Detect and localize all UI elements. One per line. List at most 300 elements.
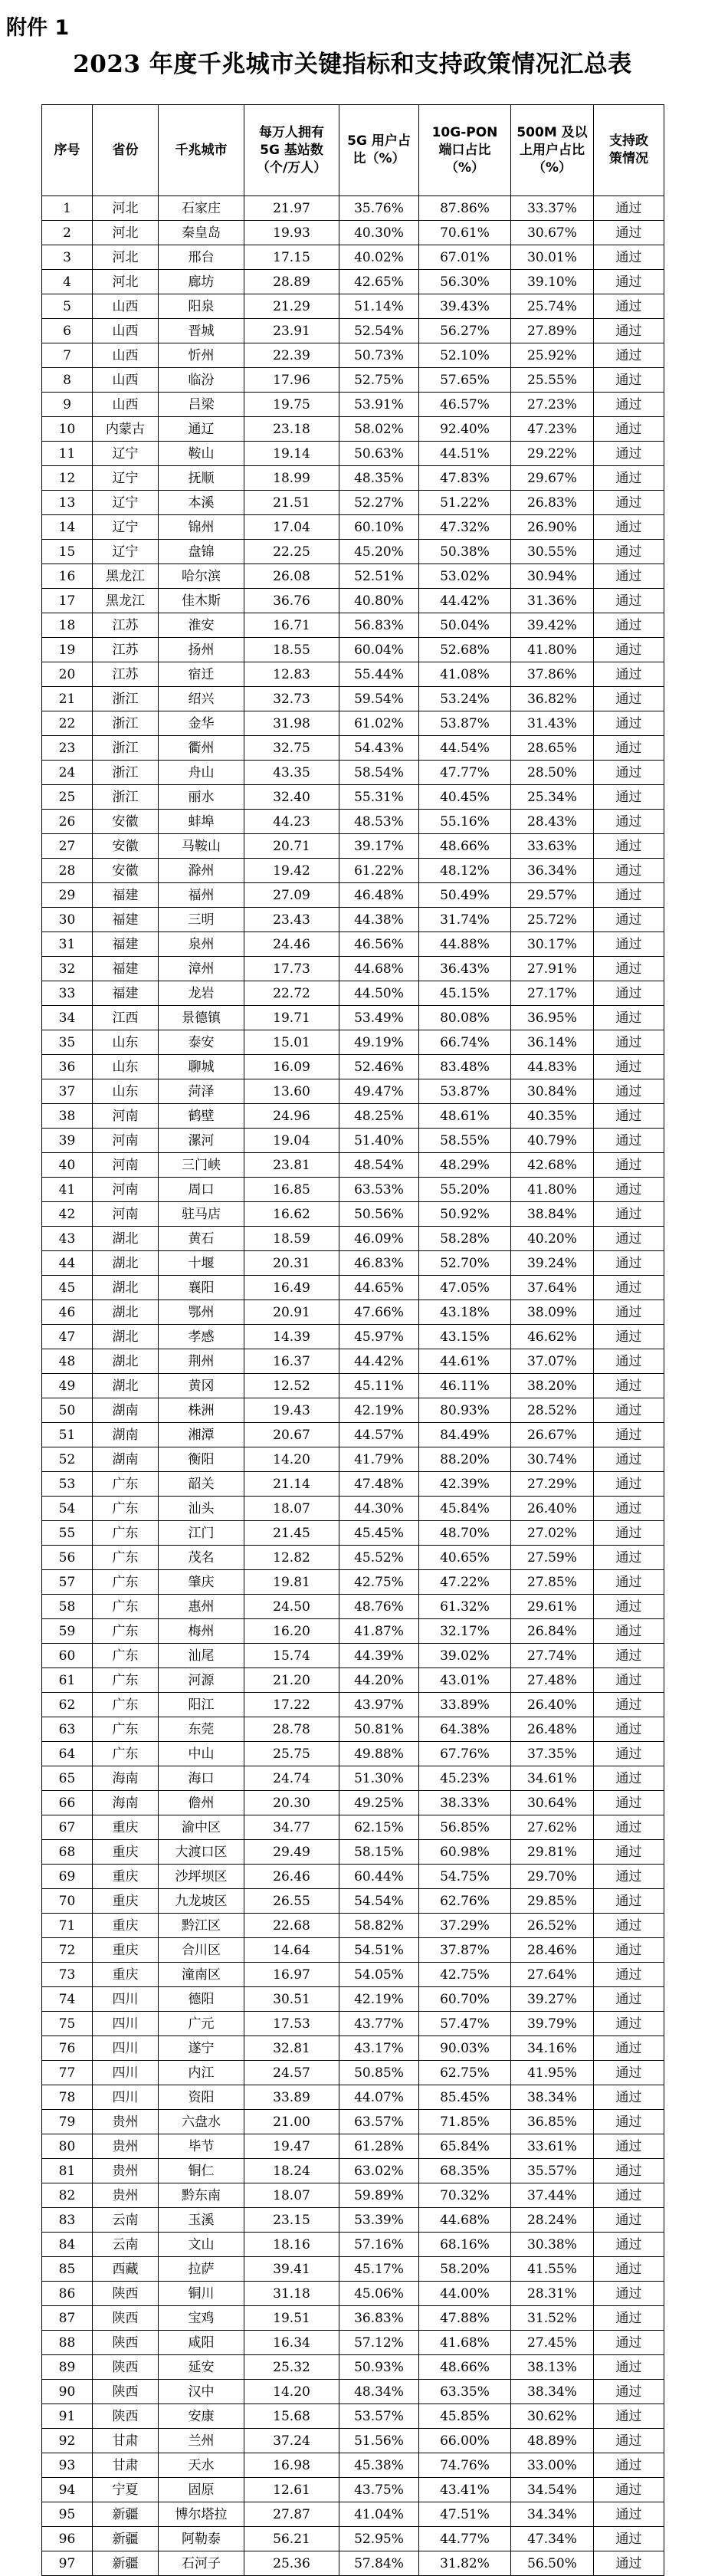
table-row <box>42 883 664 908</box>
cell-seq: 34 <box>42 1006 93 1030</box>
summary-table <box>41 104 664 2576</box>
cell-500m-user-share: 28.24% <box>511 2208 594 2233</box>
cell-500m-user-share: 47.23% <box>511 417 594 442</box>
cell-5g-user-share: 46.56% <box>339 932 419 957</box>
cell-policy: 通过 <box>594 491 664 515</box>
cell-5g-user-share: 53.91% <box>339 393 419 417</box>
cell-500m-user-share: 30.01% <box>511 245 594 270</box>
cell-policy: 通过 <box>594 2478 664 2502</box>
cell-province: 江苏 <box>93 613 159 638</box>
cell-10g-pon-share: 62.75% <box>419 2061 511 2085</box>
cell-city: 博尔塔拉 <box>159 2502 244 2527</box>
cell-5g-user-share: 43.75% <box>339 2478 419 2502</box>
table-row <box>42 2061 664 2085</box>
cell-seq: 73 <box>42 1963 93 1987</box>
cell-policy: 通过 <box>594 883 664 908</box>
cell-seq: 54 <box>42 1497 93 1521</box>
cell-province: 山东 <box>93 1055 159 1079</box>
table-row <box>42 1791 664 1815</box>
cell-city: 福州 <box>159 883 244 908</box>
cell-city: 遂宁 <box>159 2036 244 2061</box>
cell-10g-pon-share: 48.12% <box>419 859 511 883</box>
cell-500m-user-share: 40.35% <box>511 1104 594 1129</box>
cell-policy: 通过 <box>594 2453 664 2478</box>
cell-500m-user-share: 28.43% <box>511 810 594 834</box>
cell-500m-user-share: 36.82% <box>511 687 594 711</box>
table-row <box>42 1546 664 1570</box>
cell-500m-user-share: 27.48% <box>511 1668 594 1693</box>
cell-5g-user-share: 46.48% <box>339 883 419 908</box>
cell-5g-user-share: 62.15% <box>339 1815 419 1840</box>
table-row <box>42 540 664 564</box>
cell-policy: 通过 <box>594 711 664 736</box>
cell-5g-base-stations: 16.09 <box>244 1055 339 1079</box>
cell-5g-base-stations: 16.97 <box>244 1963 339 1987</box>
cell-5g-user-share: 35.76% <box>339 196 419 221</box>
cell-10g-pon-share: 45.23% <box>419 1766 511 1791</box>
cell-province: 湖北 <box>93 1300 159 1325</box>
cell-5g-base-stations: 32.40 <box>244 785 339 810</box>
cell-500m-user-share: 30.17% <box>511 932 594 957</box>
table-row <box>42 785 664 810</box>
cell-province: 山西 <box>93 294 159 319</box>
cell-seq: 55 <box>42 1521 93 1546</box>
cell-10g-pon-share: 46.11% <box>419 1374 511 1398</box>
cell-5g-base-stations: 28.89 <box>244 270 339 294</box>
cell-policy: 通过 <box>594 2331 664 2355</box>
cell-10g-pon-share: 87.86% <box>419 196 511 221</box>
cell-city: 绍兴 <box>159 687 244 711</box>
table-row <box>42 2183 664 2208</box>
cell-seq: 30 <box>42 908 93 932</box>
cell-policy: 通过 <box>594 343 664 368</box>
cell-5g-user-share: 44.42% <box>339 1349 419 1374</box>
cell-5g-base-stations: 19.47 <box>244 2134 339 2159</box>
cell-5g-base-stations: 23.81 <box>244 1153 339 1178</box>
cell-seq: 90 <box>42 2380 93 2404</box>
cell-5g-base-stations: 15.68 <box>244 2404 339 2429</box>
cell-500m-user-share: 36.34% <box>511 859 594 883</box>
cell-500m-user-share: 34.34% <box>511 2502 594 2527</box>
cell-10g-pon-share: 50.49% <box>419 883 511 908</box>
cell-500m-user-share: 40.79% <box>511 1129 594 1153</box>
cell-policy: 通过 <box>594 2306 664 2331</box>
cell-5g-base-stations: 18.07 <box>244 2183 339 2208</box>
cell-city: 兰州 <box>159 2429 244 2453</box>
cell-10g-pon-share: 80.08% <box>419 1006 511 1030</box>
cell-policy: 通过 <box>594 2036 664 2061</box>
cell-5g-base-stations: 23.43 <box>244 908 339 932</box>
cell-seq: 24 <box>42 761 93 785</box>
cell-province: 湖北 <box>93 1325 159 1349</box>
cell-5g-base-stations: 15.74 <box>244 1644 339 1668</box>
cell-province: 广东 <box>93 1546 159 1570</box>
cell-policy: 通过 <box>594 1030 664 1055</box>
cell-5g-base-stations: 18.24 <box>244 2159 339 2183</box>
cell-10g-pon-share: 31.74% <box>419 908 511 932</box>
cell-5g-base-stations: 19.04 <box>244 1129 339 1153</box>
cell-10g-pon-share: 56.30% <box>419 270 511 294</box>
cell-10g-pon-share: 48.61% <box>419 1104 511 1129</box>
cell-10g-pon-share: 45.84% <box>419 1497 511 1521</box>
cell-seq: 48 <box>42 1349 93 1374</box>
header-province: 省份 <box>93 105 159 196</box>
cell-city: 汉中 <box>159 2380 244 2404</box>
cell-10g-pon-share: 46.57% <box>419 393 511 417</box>
cell-500m-user-share: 27.91% <box>511 957 594 981</box>
cell-seq: 64 <box>42 1742 93 1766</box>
cell-5g-user-share: 45.17% <box>339 2257 419 2282</box>
cell-seq: 40 <box>42 1153 93 1178</box>
table-row <box>42 2527 664 2551</box>
cell-5g-user-share: 58.15% <box>339 1840 419 1865</box>
table-row <box>42 1202 664 1227</box>
cell-city: 茂名 <box>159 1546 244 1570</box>
cell-10g-pon-share: 52.10% <box>419 343 511 368</box>
cell-policy: 通过 <box>594 1251 664 1276</box>
cell-city: 扬州 <box>159 638 244 662</box>
table-row <box>42 1497 664 1521</box>
table-row <box>42 270 664 294</box>
cell-seq: 46 <box>42 1300 93 1325</box>
cell-5g-base-stations: 19.51 <box>244 2306 339 2331</box>
cell-10g-pon-share: 32.17% <box>419 1619 511 1644</box>
cell-5g-user-share: 44.65% <box>339 1276 419 1300</box>
header-10g-pon-share: 10G-PON 端口占比（%） <box>419 105 511 196</box>
cell-policy: 通过 <box>594 1423 664 1447</box>
cell-5g-user-share: 58.54% <box>339 761 419 785</box>
cell-5g-base-stations: 13.60 <box>244 1079 339 1104</box>
table-row <box>42 761 664 785</box>
cell-province: 福建 <box>93 883 159 908</box>
cell-500m-user-share: 30.62% <box>511 2404 594 2429</box>
cell-10g-pon-share: 61.32% <box>419 1595 511 1619</box>
cell-province: 河南 <box>93 1153 159 1178</box>
cell-province: 江苏 <box>93 662 159 687</box>
cell-policy: 通过 <box>594 761 664 785</box>
cell-province: 陕西 <box>93 2306 159 2331</box>
cell-seq: 60 <box>42 1644 93 1668</box>
cell-5g-user-share: 55.31% <box>339 785 419 810</box>
cell-province: 湖北 <box>93 1374 159 1398</box>
cell-10g-pon-share: 44.61% <box>419 1349 511 1374</box>
cell-5g-user-share: 49.19% <box>339 1030 419 1055</box>
table-row <box>42 1889 664 1914</box>
cell-10g-pon-share: 70.32% <box>419 2183 511 2208</box>
cell-province: 陕西 <box>93 2380 159 2404</box>
cell-500m-user-share: 39.27% <box>511 1987 594 2012</box>
cell-5g-base-stations: 18.16 <box>244 2233 339 2257</box>
cell-policy: 通过 <box>594 515 664 540</box>
cell-seq: 10 <box>42 417 93 442</box>
cell-5g-user-share: 46.83% <box>339 1251 419 1276</box>
cell-5g-user-share: 40.30% <box>339 221 419 245</box>
cell-5g-user-share: 58.82% <box>339 1914 419 1938</box>
table-row <box>42 1742 664 1766</box>
cell-seq: 69 <box>42 1865 93 1889</box>
table-row <box>42 1030 664 1055</box>
cell-10g-pon-share: 80.93% <box>419 1398 511 1423</box>
table-row <box>42 2036 664 2061</box>
cell-10g-pon-share: 71.85% <box>419 2110 511 2134</box>
cell-city: 铜仁 <box>159 2159 244 2183</box>
cell-500m-user-share: 27.02% <box>511 1521 594 1546</box>
cell-10g-pon-share: 50.92% <box>419 1202 511 1227</box>
cell-500m-user-share: 33.63% <box>511 834 594 859</box>
cell-500m-user-share: 27.59% <box>511 1546 594 1570</box>
table-row <box>42 2502 664 2527</box>
cell-province: 广东 <box>93 1717 159 1742</box>
cell-seq: 78 <box>42 2085 93 2110</box>
cell-city: 邢台 <box>159 245 244 270</box>
table-row <box>42 1570 664 1595</box>
cell-seq: 52 <box>42 1447 93 1472</box>
cell-5g-user-share: 51.40% <box>339 1129 419 1153</box>
cell-5g-base-stations: 12.61 <box>244 2478 339 2502</box>
cell-500m-user-share: 25.92% <box>511 343 594 368</box>
cell-10g-pon-share: 47.22% <box>419 1570 511 1595</box>
cell-seq: 45 <box>42 1276 93 1300</box>
cell-province: 新疆 <box>93 2551 159 2576</box>
cell-seq: 8 <box>42 368 93 393</box>
cell-5g-user-share: 55.44% <box>339 662 419 687</box>
cell-policy: 通过 <box>594 1472 664 1497</box>
cell-province: 辽宁 <box>93 442 159 466</box>
table-row <box>42 662 664 687</box>
cell-province: 河南 <box>93 1129 159 1153</box>
cell-province: 广东 <box>93 1570 159 1595</box>
cell-10g-pon-share: 48.66% <box>419 2355 511 2380</box>
cell-5g-base-stations: 19.43 <box>244 1398 339 1423</box>
cell-seq: 79 <box>42 2110 93 2134</box>
cell-province: 山西 <box>93 343 159 368</box>
cell-500m-user-share: 39.79% <box>511 2012 594 2036</box>
table-row <box>42 319 664 343</box>
cell-5g-base-stations: 26.46 <box>244 1865 339 1889</box>
cell-policy: 通过 <box>594 2233 664 2257</box>
cell-500m-user-share: 33.37% <box>511 196 594 221</box>
cell-policy: 通过 <box>594 1766 664 1791</box>
cell-city: 泰安 <box>159 1030 244 1055</box>
table-row <box>42 2134 664 2159</box>
cell-seq: 63 <box>42 1717 93 1742</box>
cell-5g-base-stations: 19.14 <box>244 442 339 466</box>
cell-5g-user-share: 47.66% <box>339 1300 419 1325</box>
cell-5g-base-stations: 20.91 <box>244 1300 339 1325</box>
cell-5g-base-stations: 14.64 <box>244 1938 339 1963</box>
cell-policy: 通过 <box>594 319 664 343</box>
cell-10g-pon-share: 39.02% <box>419 1644 511 1668</box>
table-row <box>42 442 664 466</box>
cell-city: 泉州 <box>159 932 244 957</box>
cell-city: 佳木斯 <box>159 589 244 613</box>
cell-city: 临汾 <box>159 368 244 393</box>
cell-policy: 通过 <box>594 540 664 564</box>
cell-5g-user-share: 53.49% <box>339 1006 419 1030</box>
cell-policy: 通过 <box>594 2404 664 2429</box>
cell-500m-user-share: 35.57% <box>511 2159 594 2183</box>
table-row <box>42 1423 664 1447</box>
cell-province: 广东 <box>93 1497 159 1521</box>
table-row <box>42 613 664 638</box>
table-row <box>42 1374 664 1398</box>
cell-5g-base-stations: 18.59 <box>244 1227 339 1251</box>
cell-10g-pon-share: 66.00% <box>419 2429 511 2453</box>
cell-province: 山西 <box>93 393 159 417</box>
cell-province: 新疆 <box>93 2527 159 2551</box>
cell-city: 固原 <box>159 2478 244 2502</box>
cell-policy: 通过 <box>594 2282 664 2306</box>
table-row <box>42 1717 664 1742</box>
cell-500m-user-share: 25.74% <box>511 294 594 319</box>
cell-5g-base-stations: 25.32 <box>244 2355 339 2380</box>
cell-5g-base-stations: 23.15 <box>244 2208 339 2233</box>
cell-province: 辽宁 <box>93 540 159 564</box>
cell-policy: 通过 <box>594 270 664 294</box>
cell-5g-user-share: 45.45% <box>339 1521 419 1546</box>
cell-10g-pon-share: 40.45% <box>419 785 511 810</box>
cell-5g-user-share: 60.04% <box>339 638 419 662</box>
cell-500m-user-share: 30.94% <box>511 564 594 589</box>
cell-10g-pon-share: 52.70% <box>419 1251 511 1276</box>
cell-5g-user-share: 36.83% <box>339 2306 419 2331</box>
cell-seq: 59 <box>42 1619 93 1644</box>
cell-5g-base-stations: 23.91 <box>244 319 339 343</box>
cell-city: 衢州 <box>159 736 244 761</box>
cell-policy: 通过 <box>594 2551 664 2576</box>
cell-city: 衡阳 <box>159 1447 244 1472</box>
cell-5g-user-share: 45.38% <box>339 2453 419 2478</box>
cell-policy: 通过 <box>594 1791 664 1815</box>
cell-policy: 通过 <box>594 2012 664 2036</box>
cell-city: 黄冈 <box>159 1374 244 1398</box>
cell-policy: 通过 <box>594 2061 664 2085</box>
table-row <box>42 2110 664 2134</box>
cell-10g-pon-share: 47.83% <box>419 466 511 491</box>
cell-policy: 通过 <box>594 1006 664 1030</box>
cell-10g-pon-share: 88.20% <box>419 1447 511 1472</box>
cell-5g-base-stations: 21.29 <box>244 294 339 319</box>
cell-province: 内蒙古 <box>93 417 159 442</box>
cell-city: 阳泉 <box>159 294 244 319</box>
cell-5g-base-stations: 20.31 <box>244 1251 339 1276</box>
cell-policy: 通过 <box>594 1914 664 1938</box>
cell-5g-user-share: 49.47% <box>339 1079 419 1104</box>
cell-province: 重庆 <box>93 1865 159 1889</box>
cell-seq: 16 <box>42 564 93 589</box>
cell-seq: 97 <box>42 2551 93 2576</box>
table-row <box>42 1079 664 1104</box>
table-row <box>42 221 664 245</box>
cell-policy: 通过 <box>594 662 664 687</box>
cell-10g-pon-share: 58.28% <box>419 1227 511 1251</box>
cell-5g-base-stations: 32.73 <box>244 687 339 711</box>
cell-province: 陕西 <box>93 2331 159 2355</box>
cell-5g-user-share: 48.25% <box>339 1104 419 1129</box>
table-row <box>42 2380 664 2404</box>
cell-5g-base-stations: 22.25 <box>244 540 339 564</box>
cell-seq: 49 <box>42 1374 93 1398</box>
cell-city: 龙岩 <box>159 981 244 1006</box>
cell-seq: 5 <box>42 294 93 319</box>
table-row <box>42 2306 664 2331</box>
cell-province: 广东 <box>93 1668 159 1693</box>
cell-city: 渝中区 <box>159 1815 244 1840</box>
cell-policy: 通过 <box>594 466 664 491</box>
cell-province: 山西 <box>93 319 159 343</box>
cell-policy: 通过 <box>594 1178 664 1202</box>
cell-5g-user-share: 57.84% <box>339 2551 419 2576</box>
cell-5g-base-stations: 20.30 <box>244 1791 339 1815</box>
cell-province: 甘肃 <box>93 2453 159 2478</box>
header-500m-user-share: 500M 及以上用户占比（%） <box>511 105 594 196</box>
cell-10g-pon-share: 40.65% <box>419 1546 511 1570</box>
cell-500m-user-share: 38.20% <box>511 1374 594 1398</box>
cell-seq: 44 <box>42 1251 93 1276</box>
cell-5g-base-stations: 26.55 <box>244 1889 339 1914</box>
cell-500m-user-share: 27.17% <box>511 981 594 1006</box>
cell-10g-pon-share: 44.54% <box>419 736 511 761</box>
table-row <box>42 2012 664 2036</box>
cell-province: 河南 <box>93 1104 159 1129</box>
cell-seq: 36 <box>42 1055 93 1079</box>
header-5g-base-stations: 每万人拥有 5G 基站数（个/万人） <box>244 105 339 196</box>
cell-5g-base-stations: 23.18 <box>244 417 339 442</box>
cell-policy: 通过 <box>594 2159 664 2183</box>
cell-500m-user-share: 29.22% <box>511 442 594 466</box>
cell-province: 湖南 <box>93 1447 159 1472</box>
table-row <box>42 2257 664 2282</box>
cell-5g-user-share: 50.63% <box>339 442 419 466</box>
cell-500m-user-share: 41.95% <box>511 2061 594 2085</box>
table-row <box>42 1914 664 1938</box>
cell-province: 广东 <box>93 1595 159 1619</box>
cell-10g-pon-share: 48.70% <box>419 1521 511 1546</box>
cell-10g-pon-share: 38.33% <box>419 1791 511 1815</box>
cell-policy: 通过 <box>594 613 664 638</box>
cell-policy: 通过 <box>594 785 664 810</box>
cell-10g-pon-share: 42.39% <box>419 1472 511 1497</box>
cell-5g-base-stations: 24.50 <box>244 1595 339 1619</box>
table-row <box>42 1251 664 1276</box>
cell-5g-user-share: 50.93% <box>339 2355 419 2380</box>
cell-5g-base-stations: 34.77 <box>244 1815 339 1840</box>
cell-500m-user-share: 27.45% <box>511 2331 594 2355</box>
table-row <box>42 2331 664 2355</box>
cell-10g-pon-share: 57.65% <box>419 368 511 393</box>
cell-5g-base-stations: 22.72 <box>244 981 339 1006</box>
cell-500m-user-share: 30.64% <box>511 1791 594 1815</box>
cell-policy: 通过 <box>594 1129 664 1153</box>
cell-province: 云南 <box>93 2208 159 2233</box>
table-row <box>42 1227 664 1251</box>
cell-5g-user-share: 48.54% <box>339 1153 419 1178</box>
cell-500m-user-share: 26.40% <box>511 1497 594 1521</box>
cell-5g-user-share: 54.54% <box>339 1889 419 1914</box>
cell-500m-user-share: 40.20% <box>511 1227 594 1251</box>
cell-province: 浙江 <box>93 736 159 761</box>
cell-5g-user-share: 50.56% <box>339 1202 419 1227</box>
cell-5g-base-stations: 20.71 <box>244 834 339 859</box>
cell-province: 湖南 <box>93 1398 159 1423</box>
cell-province: 浙江 <box>93 687 159 711</box>
table-row <box>42 1865 664 1889</box>
table-row <box>42 2429 664 2453</box>
cell-policy: 通过 <box>594 981 664 1006</box>
cell-city: 周口 <box>159 1178 244 1202</box>
cell-5g-base-stations: 18.07 <box>244 1497 339 1521</box>
cell-5g-user-share: 44.50% <box>339 981 419 1006</box>
